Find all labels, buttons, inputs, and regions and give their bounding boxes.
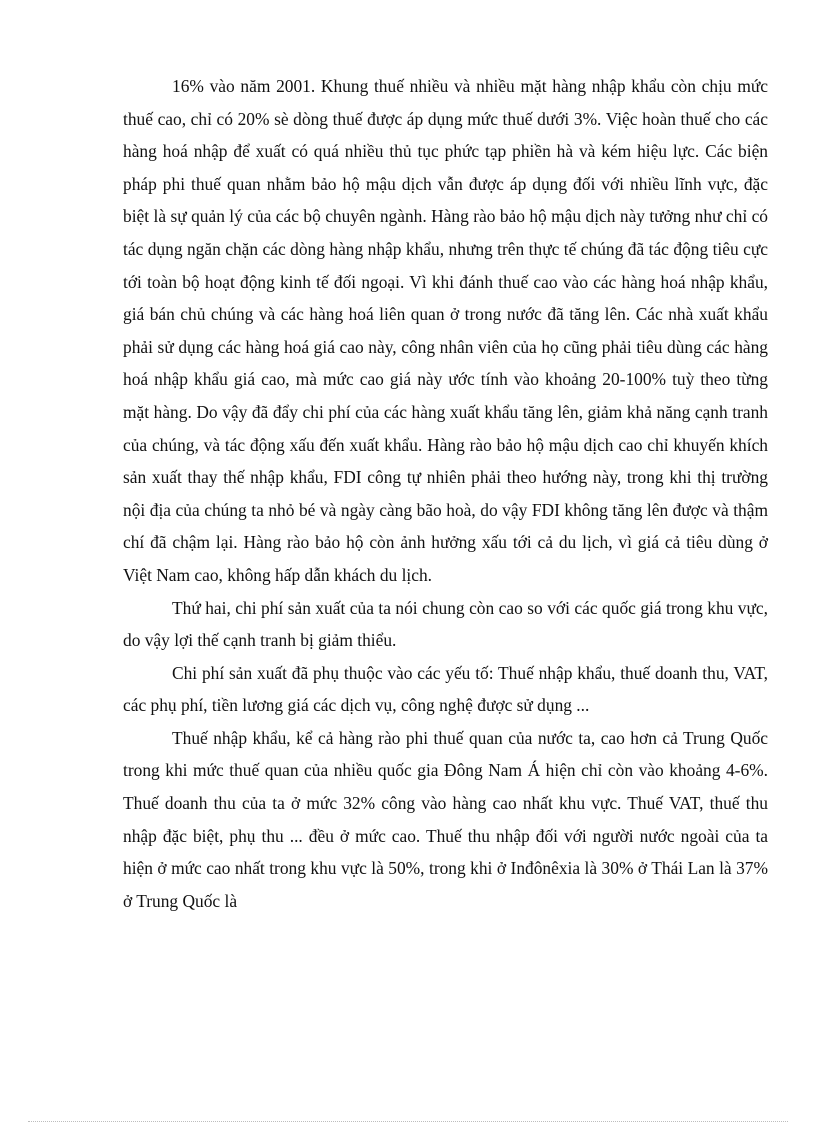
paragraph-1: 16% vào năm 2001. Khung thuế nhiều và nhiều mặt hàng nhập khẩu còn chịu mức thuế cao, chỉ có 20% sè dòng thuế được áp dụng mức thuế dưới 3%. Việc hoàn thuế cho các hàng hoá nhập để xuất có quá nhiều thủ tục phức tạp phiền hà và kém hiệu lực. Các biện pháp phi thuế quan nhằm bảo hộ mậu dịch vẫn được áp dụng đối với nhiều lĩnh vực, đặc biệt là sự quản lý của các bộ chuyên ngành. Hàng rào bảo hộ mậu dịch này tưởng như chỉ có tác dụng ngăn chặn các dòng hàng nhập khẩu, nhưng trên thực tế chúng đã tác động tiêu cực tới toàn bộ hoạt động kinh tế đối ngoại. Vì khi đánh thuế cao vào các hàng hoá nhập khẩu, giá bán chủ chúng và các hàng hoá liên quan ở trong nước đã tăng lên. Các nhà xuất khẩu phải sử dụng các hàng hoá giá cao này, công nhân viên của họ cũng phải tiêu dùng các hàng hoá nhập khẩu giá cao, mà mức cao giá này ước tính vào khoảng 20-100% tuỳ theo từng mặt hàng. Do vậy đã đẩy chi phí của các hàng xuất khẩu tăng lên, giảm khả năng cạnh tranh của chúng, và tác động xấu đến xuất khẩu. Hàng rào bảo hộ mậu dịch cao chỉ khuyến khích sản xuất thay thế nhập khẩu, FDI công tự nhiên phải theo hướng này, trong khi thị trường nội địa của chúng ta nhỏ bé và ngày càng bão hoà, do vậy FDI không tăng lên được và thậm chí đã chậm lại. Hàng rào bảo hộ còn ảnh hưởng xấu tới cả du lịch, vì giá cả tiêu dùng ở Việt Nam cao, không hấp dẫn khách du lịch. bbox=[123, 76, 768, 585]
body-text bbox=[123, 70, 768, 917]
paragraph-4: Thuế nhập khẩu, kể cả hàng rào phi thuế quan của nước ta, cao hơn cả Trung Quốc trong khi mức thuế quan của nhiều quốc gia Đông Nam Á hiện chỉ còn vào khoảng 4-6%. Thuế doanh thu của ta ở mức 32% công vào hàng cao nhất khu vực. Thuế VAT, thuế thu nhập đặc biệt, phụ thu ... đều ở mức cao. Thuế thu nhập đối với người nước ngoài của ta hiện ở mức cao nhất trong khu vực là 50%, trong khi ở Inđônêxia là 30% ở Thái Lan là 37% ở Trung Quốc là bbox=[123, 727, 768, 911]
paragraph-3: Chi phí sản xuất đã phụ thuộc vào các yếu tố: Thuế nhập khẩu, thuế doanh thu, VAT, các phụ phí, tiền lương giá các dịch vụ, công nghệ được sử dụng ... bbox=[123, 662, 768, 716]
page-bottom-divider bbox=[28, 1121, 788, 1122]
paragraph-2: Thứ hai, chi phí sản xuất của ta nói chung còn cao so với các quốc giá trong khu vực, do vậy lợi thế cạnh tranh bị giảm thiểu. bbox=[123, 597, 768, 651]
